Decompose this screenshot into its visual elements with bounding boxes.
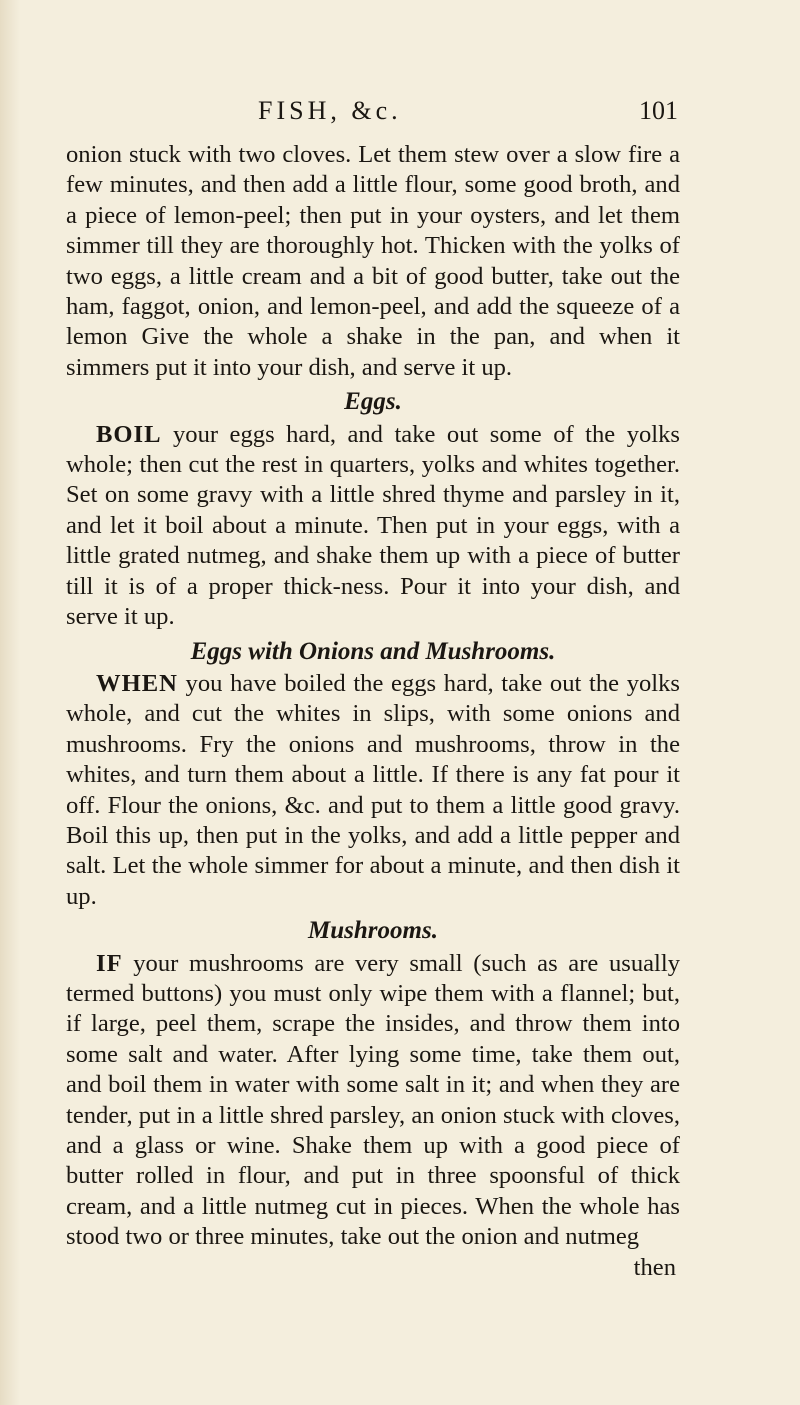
page-number: 101 bbox=[639, 96, 678, 125]
paragraph-text: your mushrooms are very small (such as are usually termed buttons) you must only wipe them with a flannel; but, if large, peel them, scrape the insides, and throw them into some salt and water. After lying some time, take them out, and boil them in water with some salt in it; and when they are tender, put in a little shred parsley, an onion stuck with cloves, and a glass or wine. Shake them up with a good piece of butter rolled in flour, and put in three spoonsful of thick cream, and a little nutmeg cut in pieces. When the whole has stood two or three minutes, take out the onion and nutmeg bbox=[66, 949, 680, 1251]
paragraph-eggs bbox=[66, 420, 680, 633]
lead-word: WHEN bbox=[96, 669, 178, 697]
lead-word: IF bbox=[96, 949, 123, 977]
page-edge bbox=[0, 0, 20, 1405]
paragraph-mushrooms bbox=[66, 949, 680, 1253]
page-body bbox=[66, 140, 680, 1283]
section-heading-eggs: Eggs. bbox=[344, 388, 402, 416]
paragraph-text: your eggs hard, and take out some of the yolks whole; then cut the rest in quarters, yolks and whites together. Set on some gravy with a little shred thyme and parsley in it, and let it boil about a minute. Then put in your eggs, with a little grated nutmeg, and shake them up with a piece of butter till it is of a proper thick-ness. Pour it into your dish, and serve it up. bbox=[66, 420, 680, 631]
section-heading-eggs-onions-mushrooms: Eggs with Onions and Mushrooms. bbox=[190, 637, 556, 665]
catchword: then bbox=[633, 1253, 676, 1281]
paragraph-eggs-onions-mushrooms bbox=[66, 669, 680, 912]
paragraph-oysters-continued: onion stuck with two cloves. Let them stew over a slow fire a few minutes, and then add a little flour, some good broth, and a piece of lemon-peel; then put in your oysters, and let them simmer till they are thoroughly hot. Thicken with the yolks of two eggs, a little cream and a bit of good butter, take out the ham, faggot, onion, and lemon-peel, and add the squeeze of a lemon Give the whole a shake in the pan, and when it simmers put it into your dish, and serve it up. bbox=[66, 141, 680, 381]
section-heading-mushrooms: Mushrooms. bbox=[308, 917, 438, 945]
lead-word: BOIL bbox=[96, 420, 162, 448]
running-title: FISH, &c. bbox=[258, 96, 402, 125]
page-header bbox=[258, 96, 678, 136]
paragraph-text: you have boiled the eggs hard, take out the yolks whole, and cut the whites in slips, with some onions and mushrooms. Fry the onions and mushrooms, throw in the whites, and turn them about a little. If there is any fat pour it off. Flour the onions, &c. and put to them a little good gravy. Boil this up, then put in the yolks, and add a little pepper and salt. Let the whole simmer for about a minute, and then dish it up. bbox=[66, 669, 680, 910]
